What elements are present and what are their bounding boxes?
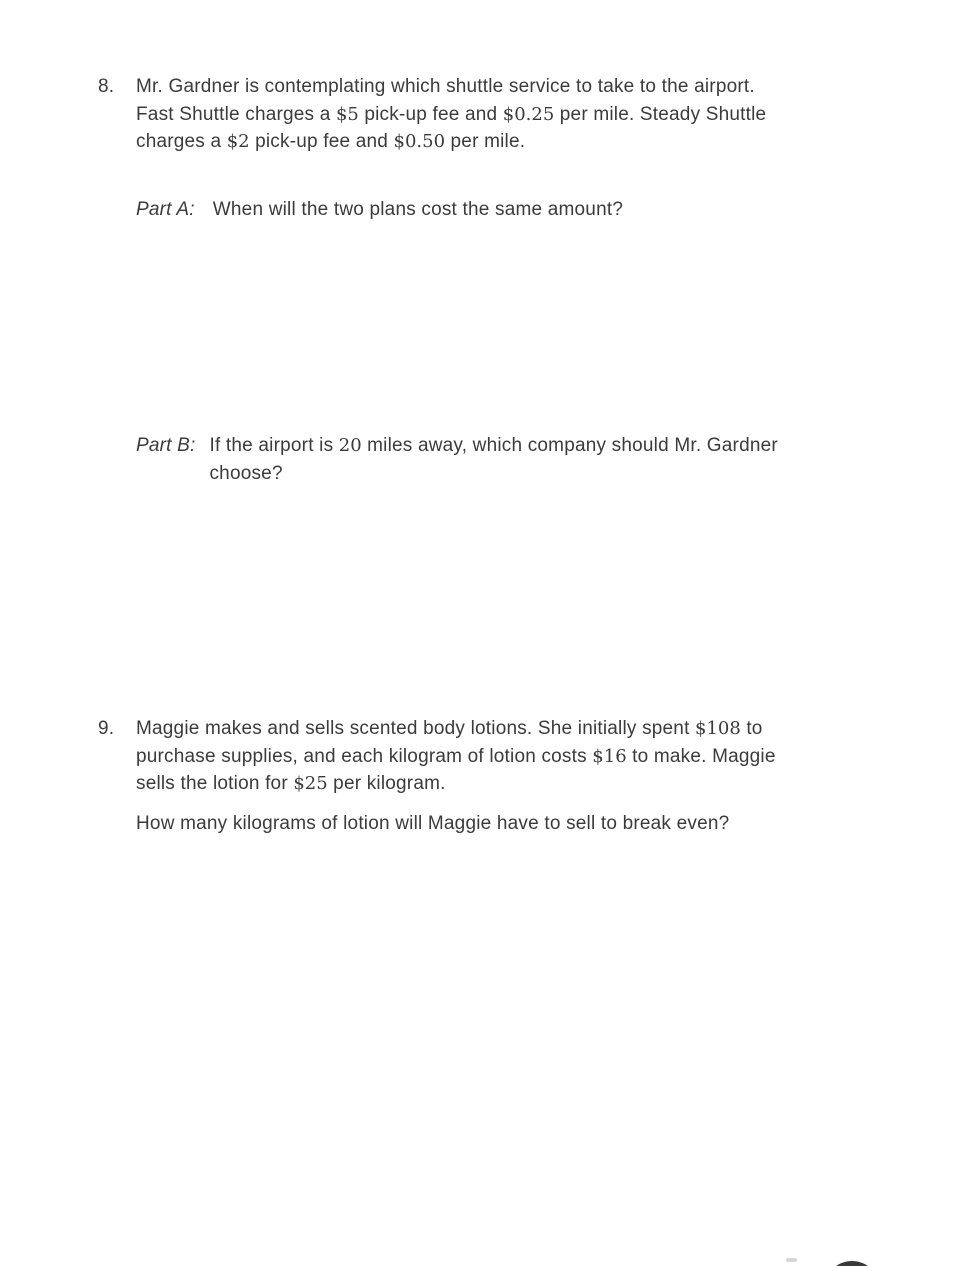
faint-mark-decoration [786, 1258, 797, 1262]
problem-9-question: How many kilograms of lotion will Maggie have to sell to break even? [136, 813, 730, 834]
problem-9 [98, 715, 898, 798]
problem-8-part-a [136, 196, 623, 224]
problem-8 [98, 73, 888, 156]
problem-9-statement: Maggie makes and sells scented body lotions. She initially spent $108 to purchase supplies, and each kilogram of lotion costs $16 to make. Maggie sells the lotion for $25 per kilogram. [136, 718, 776, 794]
problem-8-part-b [136, 432, 778, 487]
partial-circle-decoration [824, 1261, 880, 1266]
problem-9-number: 9. [98, 718, 115, 739]
problem-8-statement: Mr. Gardner is contemplating which shuttle service to take to the airport. Fast Shuttle charges a $5 pick-up fee and $0.25 per mile. Steady Shuttle charges a $2 pick-up fee and $0.50 per mile. [136, 76, 767, 152]
part-a-question: When will the two plans cost the same amount? [212, 199, 624, 220]
part-b-question: If the airport is 20 miles away, which company should Mr. Gardner choose? [209, 435, 778, 484]
problem-8-number: 8. [98, 76, 115, 97]
part-a-label: Part A: [136, 199, 195, 220]
part-b-label: Part B: [136, 435, 196, 456]
